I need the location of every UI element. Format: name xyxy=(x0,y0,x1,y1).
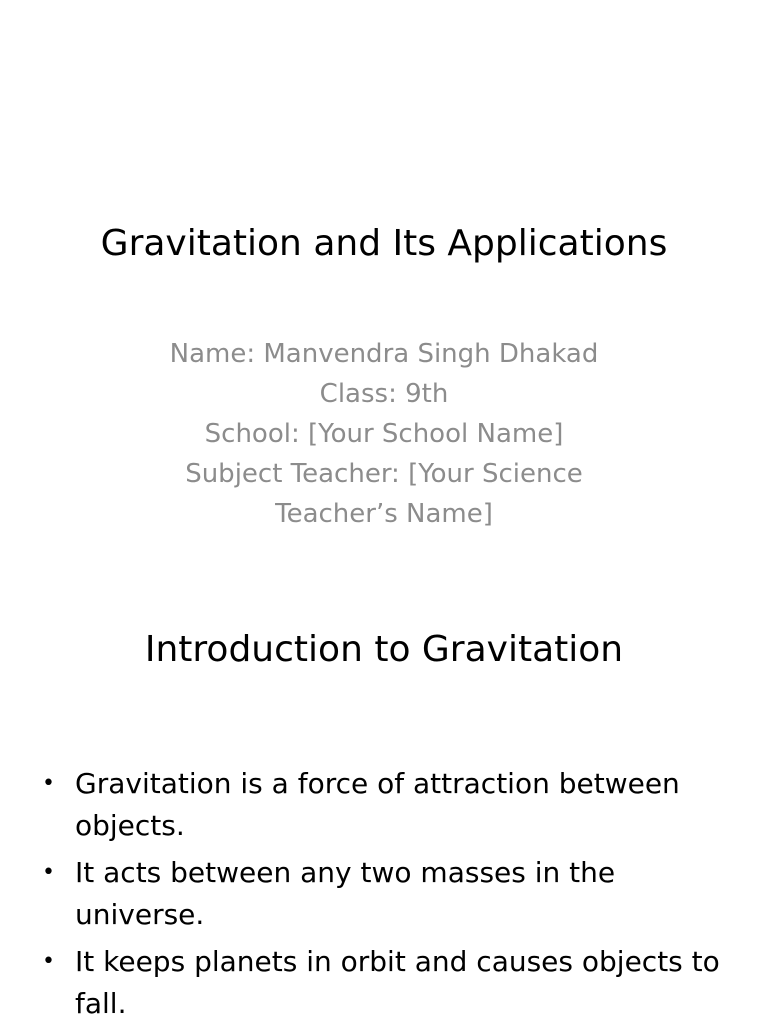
bullet-icon: • xyxy=(42,949,55,974)
bullet-list xyxy=(42,763,722,1024)
student-name: Name: Manvendra Singh Dhakad xyxy=(169,339,599,369)
section-title: Introduction to Gravitation xyxy=(144,629,624,670)
list-item xyxy=(42,852,722,936)
bullet-icon: • xyxy=(42,860,55,885)
list-item xyxy=(42,941,722,1024)
list-item-text: It acts between any two masses in the universe. xyxy=(75,856,616,931)
presentation-title: Gravitation and Its Applications xyxy=(100,223,668,264)
list-item-text: It keeps planets in orbit and causes objects to fall. xyxy=(75,945,720,1020)
list-item xyxy=(42,763,722,847)
title-slide-subtitle xyxy=(154,334,614,534)
list-item-text: Gravitation is a force of attraction between objects. xyxy=(75,767,680,842)
student-class: Class: 9th xyxy=(319,379,449,409)
bullet-icon: • xyxy=(42,771,55,796)
subject-teacher: Subject Teacher: [Your Science Teacher’s Name] xyxy=(185,459,583,529)
school-name: School: [Your School Name] xyxy=(204,419,564,449)
